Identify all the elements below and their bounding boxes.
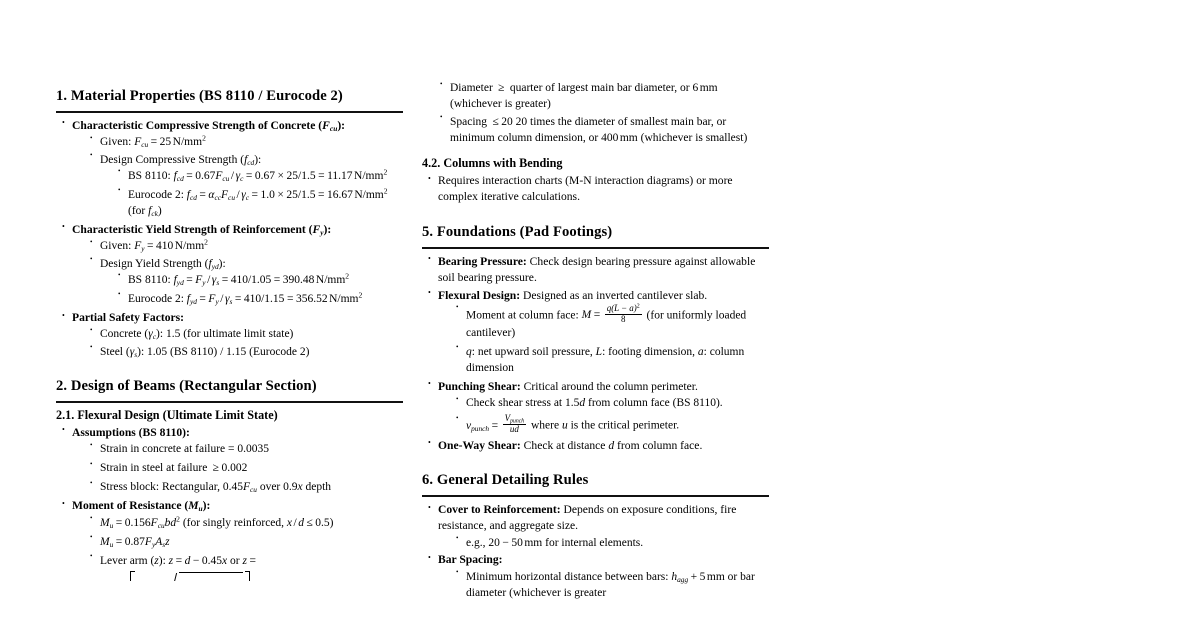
item-label: Bearing Pressure: bbox=[438, 254, 527, 268]
sublist bbox=[89, 134, 403, 219]
item-label: Characteristic Compressive Strength of Concrete $(F_{cu})$: bbox=[72, 118, 346, 133]
section-5-list bbox=[427, 254, 769, 454]
list-item bbox=[61, 310, 403, 360]
list-item: • One-Way Shear: Check at distance d from column face. bbox=[427, 438, 769, 454]
list-item bbox=[61, 498, 403, 581]
subsection-heading-2-1: 2.1. Flexural Design (Ultimate Limit State) bbox=[56, 408, 278, 423]
sublist bbox=[89, 441, 403, 495]
item-label: Moment of Resistance $(M_u)$: bbox=[72, 499, 211, 514]
item-label: One-Way Shear: bbox=[438, 438, 521, 452]
list-item: • Concrete $(\gamma_c)$: 1.5 (for ultimate limit state) bbox=[89, 326, 403, 342]
formula: $f_{yd} = F_y / \gamma_s = 410/1.15 = 356.52$ $N/mm^2$ bbox=[186, 290, 363, 307]
list-item: • $v_{punch}$ = $\frac{V_{punch}}{ud}$ where u is the critical perimeter. bbox=[455, 414, 769, 435]
sublist bbox=[455, 395, 769, 435]
list-item bbox=[427, 552, 769, 600]
formula: z = d − 0.45x bbox=[168, 554, 228, 567]
item-label: Flexural Design: bbox=[438, 288, 521, 302]
item-label: Characteristic Yield Strength of Reinforcement $(F_y)$: bbox=[72, 222, 332, 238]
list-item: • Punching Shear: Critical around the column perimeter. • Check shear stress at 1.5d from column face (BS 8110). • $v_{punch}$ = $\frac{V_{punch}}{ud}$ where u is the critical perimeter. bbox=[427, 379, 769, 435]
formula: M = $\frac{q(L - a)^2}{8}$ bbox=[581, 302, 640, 325]
section-1-list bbox=[61, 118, 403, 360]
list-item: • Cover to Reinforcement: Depends on exposure conditions, fire resistance, and aggregate size. • e.g., 20 − 50 mm for internal elements. bbox=[427, 502, 769, 551]
formula: $F_{cu} = 25$ $N/mm^2$ bbox=[134, 133, 206, 150]
list-item: • Moment at column face: M = $\frac{q(L - a)^2}{8}$ (for uniformly loaded cantilever) bbox=[455, 304, 769, 341]
list-item bbox=[61, 118, 403, 219]
list-item: • e.g., 20 − 50 mm for internal elements. bbox=[455, 535, 769, 551]
list-item: • Strain in concrete at failure = 0.0035 bbox=[89, 441, 403, 457]
sublist bbox=[455, 569, 769, 601]
list-item: • q: net upward soil pressure, L: footing dimension, a: column dimension bbox=[455, 344, 769, 376]
section-heading-2: 2. Design of Beams (Rectangular Section) bbox=[56, 378, 403, 403]
item-label: Cover to Reinforcement: bbox=[438, 503, 561, 517]
sublist bbox=[117, 168, 403, 219]
list-item: • Eurocode 2: $f_{cd} = \alpha_{cc}F_{cu} / \gamma_c = 1.0 \times 25/1.5 = 16.67$ $N/mm^2$ (for $f_{ck}$) bbox=[117, 187, 403, 219]
list-item: • Design Yield Strength $(f_{yd})$: • BS 8110: $f_{yd} = F_y / \gamma_s = 410/1.05 = 390.48$ $N/mm^2$ • Eurocode 2: $f_{yd} = F_y / \gamma_s = 410/1.15 = 356.52$ $N/mm^2$ bbox=[89, 256, 403, 307]
sublist bbox=[89, 238, 403, 307]
list-item: • BS 8110: $f_{cd} = 0.67F_{cu} / \gamma_c = 0.67 \times 25/1.5 = 11.17$ $N/mm^2$ bbox=[117, 168, 403, 184]
subsection-heading-4-2: 4.2. Columns with Bending bbox=[422, 156, 563, 171]
list-item: • BS 8110: $f_{yd} = F_y / \gamma_s = 410/1.05 = 390.48$ $N/mm^2$ bbox=[117, 272, 403, 288]
list-item: • Stress block: Rectangular, $0.45F_{cu}$ over 0.9x depth bbox=[89, 479, 403, 495]
formula: $f_{cd} = \alpha_{cc}F_{cu} / \gamma_c = 1.0 \times 25/1.5 = 16.67$ $N/mm^2$ bbox=[186, 186, 388, 202]
list-item: • Bearing Pressure: Check design bearing pressure against allowable soil bearing pressure. bbox=[427, 254, 769, 286]
formula: $f_{cd} = 0.67F_{cu} / \gamma_c = 0.67 \times 25/1.5 = 11.17$ $N/mm^2$ bbox=[173, 167, 388, 183]
section-heading-5: 5. Foundations (Pad Footings) bbox=[422, 224, 769, 249]
list-item: • Given: $F_{cu} = 25$ $N/mm^2$ bbox=[89, 134, 403, 150]
list-item: • Flexural Design: Designed as an inverted cantilever slab. • Moment at column face: M = $\frac{q(L - a)^2}{8}$ (for uniformly loaded cantilever) • q: net upward soil pressure, L: footing dimension, a: column dimension bbox=[427, 288, 769, 376]
sublist bbox=[117, 272, 403, 307]
list-item: • Requires interaction charts (M-N interaction diagrams) or more complex iterative calculations. bbox=[427, 173, 769, 205]
formula: $v_{punch}$ = $\frac{V_{punch}}{ud}$ bbox=[466, 413, 525, 435]
list-item bbox=[89, 534, 403, 550]
sublist bbox=[89, 515, 403, 581]
cut-off-formula bbox=[130, 571, 403, 581]
section-4-2-list bbox=[427, 173, 769, 205]
list-item: • Steel $(\gamma_s)$: 1.05 (BS 8110) / 1.15 (Eurocode 2) bbox=[89, 344, 403, 360]
column-left bbox=[56, 0, 403, 626]
list-item: • Minimum horizontal distance between bars: $h_{agg} + 5$ mm or bar diameter (whichever is greater bbox=[455, 569, 769, 601]
item-label: Punching Shear: bbox=[438, 379, 521, 393]
list-item bbox=[61, 222, 403, 307]
section-heading-6: 6. General Detailing Rules bbox=[422, 472, 769, 497]
sublist bbox=[455, 535, 769, 551]
formula: $M_u = 0.87F_yA_sz$ bbox=[100, 535, 170, 549]
list-item: • Spacing ≤ 20 20 times the diameter of smallest main bar, or minimum column dimension, or 400 mm (whichever is smallest) bbox=[439, 114, 769, 146]
sublist bbox=[89, 326, 403, 360]
list-item: • Design Compressive Strength $(f_{cd})$: • BS 8110: $f_{cd} = 0.67F_{cu} / \gamma_c = 0.67 \times 25/1.5 = 11.17$ $N/mm^2$ • Eurocode 2: $f_{cd} = \alpha_{cc}F_{cu} / \gamma_c = 1.0 \times 25/1.5 = 16.67$ $N/mm^2$ (for $f_{ck}$) bbox=[89, 152, 403, 219]
section-6-list bbox=[427, 502, 769, 600]
formula: $F_y = 410$ $N/mm^2$ bbox=[134, 237, 208, 254]
sublist bbox=[455, 304, 769, 376]
section-2-list bbox=[61, 425, 403, 581]
list-item: • Lever arm (z): z = d − 0.45x or z = bbox=[89, 553, 403, 581]
formula: $M_u = 0.156F_{cu}bd^2$ bbox=[100, 513, 180, 530]
column-right bbox=[422, 0, 769, 626]
formula: $f_{yd} = F_y / \gamma_s = 410/1.05 = 390.48$ $N/mm^2$ bbox=[173, 271, 350, 287]
item-label: Partial Safety Factors: bbox=[72, 311, 185, 325]
item-label: Bar Spacing: bbox=[438, 553, 503, 567]
list-item: • Eurocode 2: $f_{yd} = F_y / \gamma_s = 410/1.15 = 356.52$ $N/mm^2$ bbox=[117, 291, 403, 307]
list-item: • Check shear stress at 1.5d from column face (BS 8110). bbox=[455, 395, 769, 411]
list-item bbox=[61, 425, 403, 496]
section-heading-1: 1. Material Properties (BS 8110 / Eurocode 2) bbox=[56, 88, 403, 113]
section-4-continued-list bbox=[439, 80, 769, 146]
list-item: • Given: $F_y = 410$ $N/mm^2$ bbox=[89, 238, 403, 254]
item-label: Assumptions (BS 8110): bbox=[72, 425, 190, 439]
list-item: • Diameter ≥ quarter of largest main bar diameter, or 6 mm (whichever is greater) bbox=[439, 80, 769, 112]
list-item: • $M_u = 0.156F_{cu}bd^2$ (for singly reinforced, x / d ≤ 0.5) bbox=[89, 515, 403, 531]
list-item: • Strain in steel at failure ≥ 0.002 bbox=[89, 460, 403, 476]
